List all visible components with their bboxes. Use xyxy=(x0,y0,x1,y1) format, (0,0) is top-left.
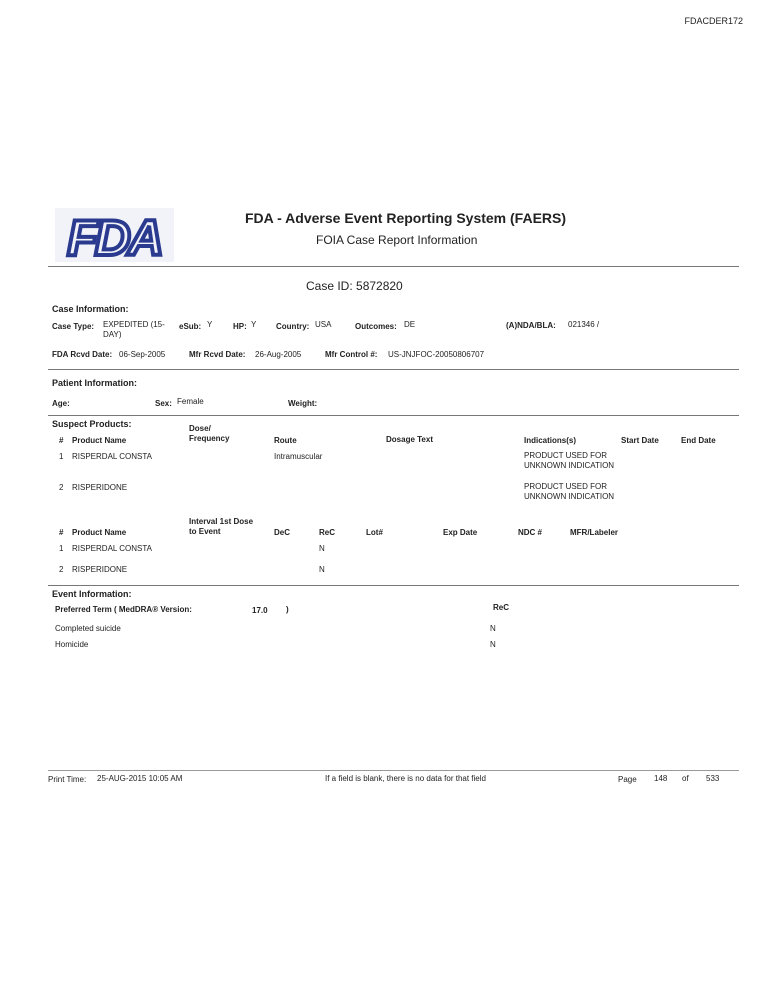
divider xyxy=(48,266,739,267)
report-subtitle: FOIA Case Report Information xyxy=(316,233,478,247)
outcomes-label: Outcomes: xyxy=(355,322,397,331)
divider xyxy=(48,585,739,586)
fda-rcvd-label: FDA Rcvd Date: xyxy=(52,350,113,359)
event-term: Homicide xyxy=(55,640,89,649)
esub-value: Y xyxy=(207,320,213,329)
product-row-route: Intramuscular xyxy=(274,452,323,461)
event-info-heading: Event Information: xyxy=(52,589,132,599)
outcomes-value: DE xyxy=(404,320,416,329)
of-label: of xyxy=(682,774,689,783)
suspect-products-heading: Suspect Products: xyxy=(52,419,132,429)
product-row-name: RISPERIDONE xyxy=(72,483,128,492)
case-type-value: EXPEDITED (15-DAY) xyxy=(103,320,165,339)
svg-text:FDA: FDA xyxy=(67,210,161,262)
anda-bla-value: 021346 / xyxy=(568,320,600,329)
country-value: USA xyxy=(315,320,332,329)
event-rec-label: ReC xyxy=(493,603,510,612)
product-row-indication: PRODUCT USED FOR UNKNOWN INDICATION xyxy=(524,451,615,470)
col-header-exp-date: Exp Date xyxy=(443,528,478,537)
product-row-num: 1 xyxy=(59,544,64,553)
patient-info-heading: Patient Information: xyxy=(52,378,137,388)
print-time-value: 25-AUG-2015 10:05 AM xyxy=(97,774,183,783)
age-label: Age: xyxy=(52,399,70,408)
col-header-dec: DeC xyxy=(274,528,291,537)
col-header-ndc: NDC # xyxy=(518,528,543,537)
page-total: 533 xyxy=(706,774,720,783)
col-header-lot: Lot# xyxy=(366,528,383,537)
col-header-indications: Indications(s) xyxy=(524,436,577,445)
col-header-dosage-text: Dosage Text xyxy=(386,435,433,444)
preferred-term-label: Preferred Term ( MedDRA® Version: xyxy=(55,605,192,614)
esub-label: eSub: xyxy=(179,322,202,331)
hp-label: HP: xyxy=(233,322,247,331)
fda-rcvd-value: 06-Sep-2005 xyxy=(119,350,166,359)
event-rec: N xyxy=(490,640,496,649)
hp-value: Y xyxy=(251,320,257,329)
product-row-rec: N xyxy=(319,544,325,553)
report-title: FDA - Adverse Event Reporting System (FAERS) xyxy=(245,210,567,226)
col-header-num: # xyxy=(59,436,64,445)
sex-value: Female xyxy=(177,397,204,406)
page-label: Page xyxy=(618,775,637,784)
meddra-close-paren: ) xyxy=(286,605,289,614)
document-id: FDACDER172 xyxy=(684,16,743,26)
col-header-route: Route xyxy=(274,436,297,445)
anda-bla-label: (A)NDA/BLA: xyxy=(506,321,556,330)
product-row-name: RISPERDAL CONSTA xyxy=(72,544,153,553)
product-row-name: RISPERDAL CONSTA xyxy=(72,452,153,461)
case-info-heading: Case Information: xyxy=(52,304,129,314)
weight-label: Weight: xyxy=(288,399,318,408)
fda-logo xyxy=(55,208,174,262)
divider xyxy=(48,369,739,370)
col-header-end-date: End Date xyxy=(681,436,716,445)
col-header-dose-frequency: Dose/ Frequency xyxy=(189,424,230,443)
print-time-label: Print Time: xyxy=(48,775,87,784)
col-header-product-name: Product Name xyxy=(72,436,127,445)
event-term: Completed suicide xyxy=(55,624,121,633)
col-header-num: # xyxy=(59,528,64,537)
page-number: 148 xyxy=(654,774,668,783)
divider xyxy=(48,415,739,416)
product-row-name: RISPERIDONE xyxy=(72,565,128,574)
blank-field-note: If a field is blank, there is no data for that field xyxy=(325,774,486,783)
col-header-start-date: Start Date xyxy=(621,436,659,445)
product-row-num: 2 xyxy=(59,483,64,492)
event-rec: N xyxy=(490,624,496,633)
case-type-label: Case Type: xyxy=(52,322,95,331)
meddra-version: 17.0 xyxy=(252,606,268,615)
mfr-control-label: Mfr Control #: xyxy=(325,350,378,359)
col-header-product-name: Product Name xyxy=(72,528,127,537)
mfr-rcvd-label: Mfr Rcvd Date: xyxy=(189,350,246,359)
col-header-rec: ReC xyxy=(319,528,336,537)
product-row-rec: N xyxy=(319,565,325,574)
mfr-control-value: US-JNJFOC-20050806707 xyxy=(388,350,485,359)
product-row-num: 1 xyxy=(59,452,64,461)
country-label: Country: xyxy=(276,322,310,331)
col-header-interval-dose: Interval 1st Dose to Event xyxy=(189,517,254,536)
col-header-mfr-labeler: MFR/Labeler xyxy=(570,528,619,537)
product-row-indication: PRODUCT USED FOR UNKNOWN INDICATION xyxy=(524,482,615,501)
mfr-rcvd-value: 26-Aug-2005 xyxy=(255,350,302,359)
sex-label: Sex: xyxy=(155,399,172,408)
product-row-num: 2 xyxy=(59,565,64,574)
case-id: Case ID: 5872820 xyxy=(306,279,403,293)
footer-divider xyxy=(48,770,739,771)
